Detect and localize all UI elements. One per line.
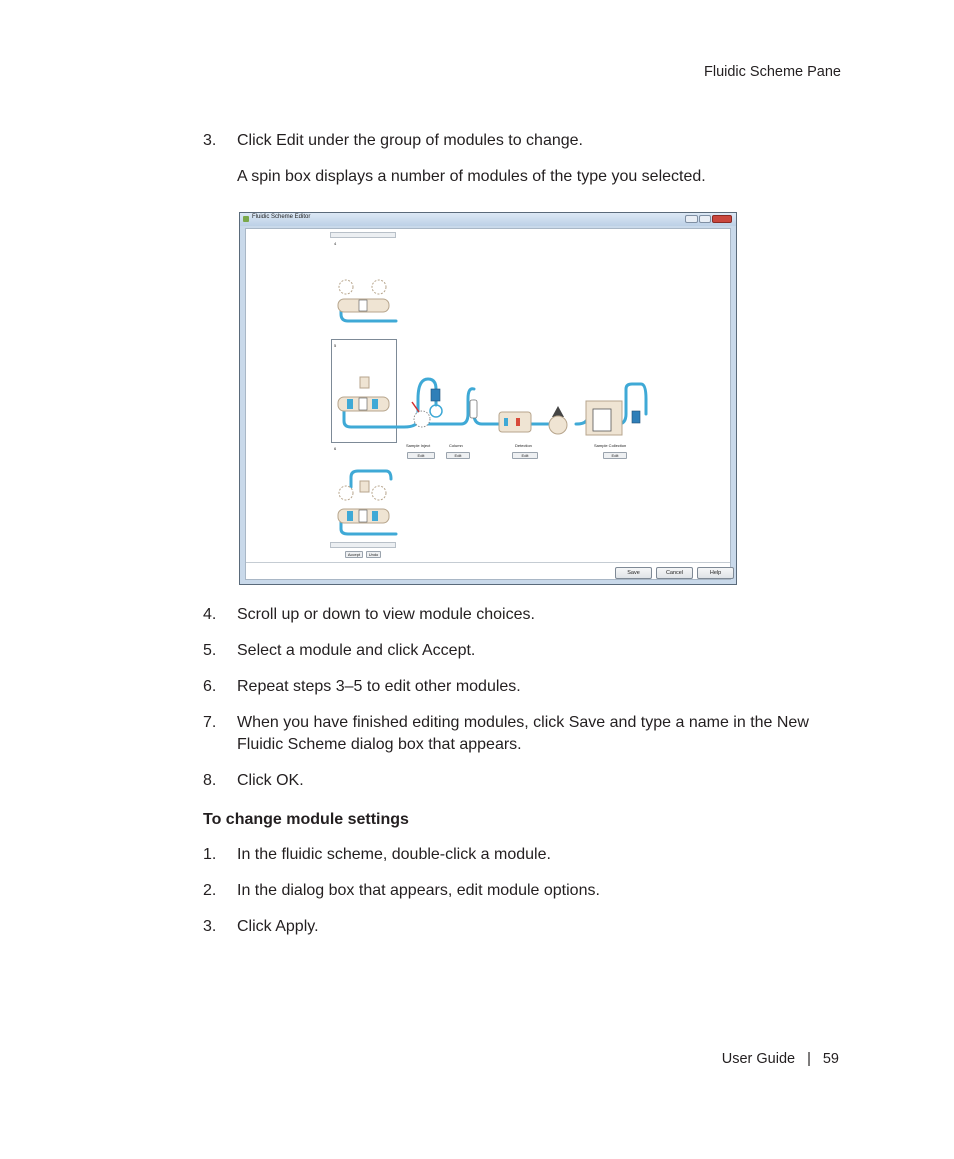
edit-button-detection[interactable]: Edit xyxy=(512,452,538,459)
spin-box-note: A spin box displays a number of modules of the type you selected. xyxy=(237,168,706,185)
waste-module xyxy=(549,406,567,434)
step-text: Select a module and click Accept. xyxy=(237,642,476,659)
footer-separator: | xyxy=(807,1051,811,1067)
step-number: 1. xyxy=(203,846,217,863)
module-group-5 xyxy=(338,377,389,411)
step-number: 6. xyxy=(203,678,217,695)
module-label: Column xyxy=(449,443,463,448)
edit-button-column[interactable]: Edit xyxy=(446,452,470,459)
save-button[interactable]: Save xyxy=(615,567,652,579)
editor-canvas xyxy=(245,228,731,580)
minimize-icon[interactable] xyxy=(685,215,698,223)
group-number: 5 xyxy=(334,343,337,348)
step-number: 3. xyxy=(203,918,217,935)
step-number: 7. xyxy=(203,714,217,731)
undo-button[interactable]: Undo xyxy=(366,551,381,558)
group-number: 4 xyxy=(334,241,337,246)
detection-module xyxy=(499,412,531,432)
footer-guide-title: User Guide xyxy=(721,1051,796,1067)
step-number: 4. xyxy=(203,606,217,623)
app-icon xyxy=(243,216,249,222)
step-text: When you have finished editing modules, click Save and type a name in the New Fluidic Scheme dialog box that appears. xyxy=(237,714,809,753)
module-group-6 xyxy=(338,481,389,523)
running-head: Fluidic Scheme Pane xyxy=(703,64,841,80)
step-text: In the dialog box that appears, edit module options. xyxy=(237,882,600,899)
dialog-divider xyxy=(246,562,730,563)
window-title: Fluidic Scheme Editor xyxy=(252,214,311,220)
module-group-4 xyxy=(338,280,389,312)
cancel-button[interactable]: Cancel xyxy=(656,567,693,579)
module-label: Sample Inject xyxy=(406,443,431,448)
step-number: 8. xyxy=(203,772,217,789)
step-number: 2. xyxy=(203,882,217,899)
step-text: Repeat steps 3–5 to edit other modules. xyxy=(237,678,521,695)
page-footer xyxy=(722,1051,839,1067)
group-number: 6 xyxy=(334,446,337,451)
fluidic-scheme-editor-screenshot xyxy=(239,212,737,585)
edit-button-sample-collection[interactable]: Edit xyxy=(603,452,627,459)
page-number: 59 xyxy=(822,1051,839,1067)
step-number: 3. xyxy=(203,132,217,149)
accept-button[interactable]: Accept xyxy=(345,551,363,558)
module-label: Detection xyxy=(515,443,532,448)
step-text: Scroll up or down to view module choices. xyxy=(237,606,535,623)
column-module xyxy=(470,400,477,418)
step-number: 5. xyxy=(203,642,217,659)
fluidic-diagram xyxy=(246,229,732,581)
step-text: In the fluidic scheme, double-click a module. xyxy=(237,846,551,863)
step-text: Click OK. xyxy=(237,772,304,789)
module-label: Sample Collection xyxy=(594,443,627,448)
edit-button-sample-inject[interactable]: Edit xyxy=(407,452,435,459)
sample-collection-module xyxy=(586,401,640,435)
help-button[interactable]: Help xyxy=(697,567,734,579)
sample-inject-module xyxy=(412,389,442,427)
close-icon[interactable] xyxy=(712,215,732,223)
step-text: Click Edit under the group of modules to change. xyxy=(237,132,583,149)
section-heading: To change module settings xyxy=(203,811,409,828)
maximize-icon[interactable] xyxy=(699,215,711,223)
step-text: Click Apply. xyxy=(237,918,319,935)
window-title-bar xyxy=(240,213,736,226)
